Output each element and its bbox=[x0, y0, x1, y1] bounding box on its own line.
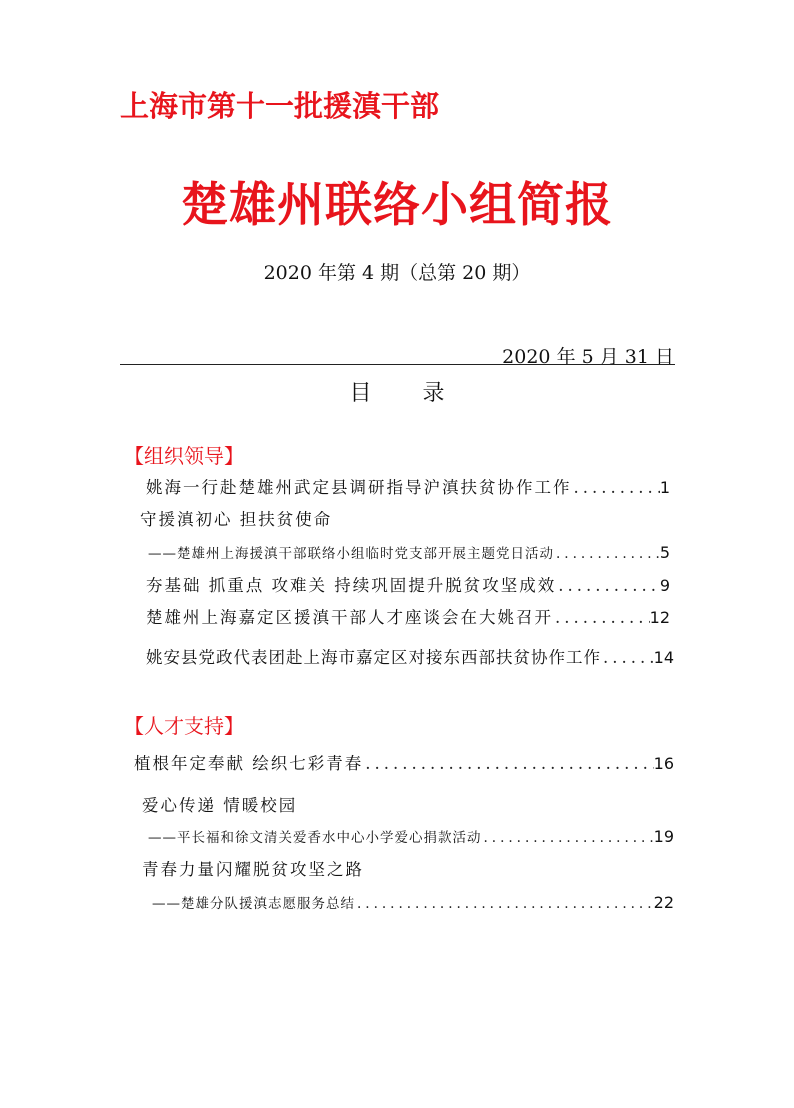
toc-entry[interactable] bbox=[146, 644, 674, 668]
issue-number: 2020 年第 4 期（总第 20 期） bbox=[263, 262, 531, 284]
toc-leader-dots bbox=[363, 754, 653, 773]
toc-leader-dots bbox=[482, 830, 654, 846]
toc-section-heading: 【组织领导】 bbox=[124, 444, 244, 468]
toc-entry-page: 16 bbox=[653, 754, 674, 773]
toc-entry[interactable] bbox=[146, 572, 670, 596]
toc-leader-dots bbox=[601, 648, 654, 667]
toc-entry-title[interactable]: 爱心传递 情暖校园 bbox=[142, 796, 298, 815]
toc-entry[interactable] bbox=[152, 892, 674, 912]
toc-title: 目 录 bbox=[349, 381, 467, 406]
toc-entry-page: 9 bbox=[659, 576, 670, 595]
toc-entry-subtitle: ——楚雄分队援滇志愿服务总结 bbox=[152, 896, 355, 912]
toc-entry-page: 22 bbox=[653, 893, 674, 912]
toc-entry-title: 夯基础 抓重点 攻难关 持续巩固提升脱贫攻坚成效 bbox=[146, 576, 557, 595]
toc-entry-page: 5 bbox=[659, 543, 670, 562]
toc-entry-title: 姚安县党政代表团赴上海市嘉定区对接东西部扶贫协作工作 bbox=[146, 648, 601, 667]
toc-entry[interactable] bbox=[134, 750, 674, 774]
toc-entry-subtitle: ——平长福和徐文清关爱香水中心小学爱心捐款活动 bbox=[148, 830, 482, 846]
toc-entry[interactable] bbox=[148, 542, 670, 562]
toc-leader-dots bbox=[572, 478, 660, 497]
toc-entry-page: 14 bbox=[653, 648, 674, 667]
toc-entry-page: 1 bbox=[659, 478, 670, 497]
toc-leader-dots bbox=[556, 576, 660, 595]
toc-entry-subtitle: ——楚雄州上海援滇干部联络小组临时党支部开展主题党日活动 bbox=[148, 546, 554, 562]
organization-name: 上海市第十一批援滇干部 bbox=[120, 89, 440, 123]
toc-leader-dots bbox=[355, 896, 654, 912]
toc-entry-page: 12 bbox=[649, 608, 670, 627]
toc-leader-dots bbox=[554, 546, 660, 562]
toc-entry[interactable] bbox=[146, 604, 670, 628]
header-divider bbox=[120, 364, 675, 365]
publish-date: 2020 年 5 月 31 日 bbox=[502, 346, 674, 368]
toc-entry-title: 姚海一行赴楚雄州武定县调研指导沪滇扶贫协作工作 bbox=[146, 478, 572, 497]
toc-entry-title[interactable]: 青春力量闪耀脱贫攻坚之路 bbox=[142, 860, 364, 879]
bulletin-title: 楚雄州联络小组简报 bbox=[181, 178, 613, 233]
toc-entry-title: 植根年定奉献 绘织七彩青春 bbox=[134, 754, 364, 773]
toc-entry[interactable] bbox=[146, 474, 670, 498]
toc-section-heading: 【人才支持】 bbox=[124, 714, 244, 738]
toc-entry-page: 19 bbox=[653, 827, 674, 846]
toc-leader-dots bbox=[553, 608, 650, 627]
toc-entry[interactable] bbox=[148, 826, 674, 846]
toc-entry-title[interactable]: 守援滇初心 担扶贫使命 bbox=[140, 510, 333, 529]
toc-entry-title: 楚雄州上海嘉定区援滇干部人才座谈会在大姚召开 bbox=[146, 608, 553, 627]
